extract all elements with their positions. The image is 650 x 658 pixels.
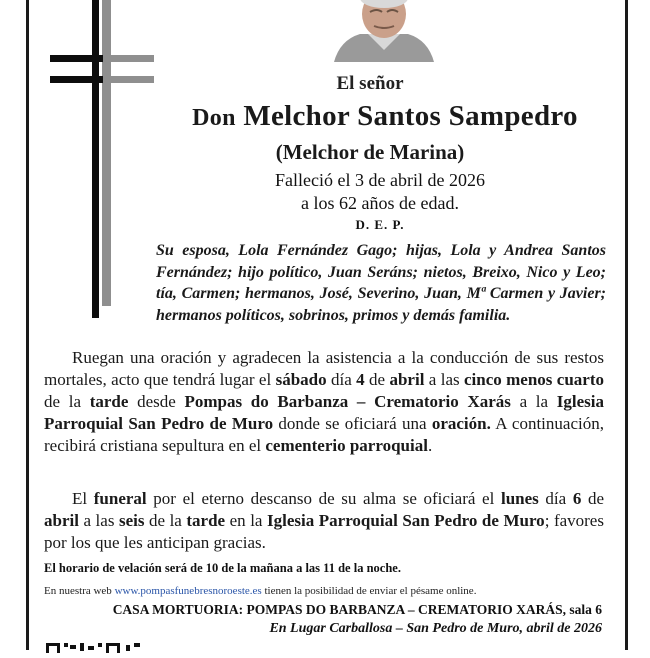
text-run: Ruegan una oración y agradecen la asistencia a la conducción de sus restos mortales, acto que tendrá lugar el bbox=[44, 348, 604, 389]
bold-run: sábado bbox=[275, 370, 327, 389]
text-run: tienen la posibilidad de enviar el pésame online. bbox=[261, 585, 477, 597]
text-run: por el eterno descanso de su alma se oficiará el bbox=[146, 489, 501, 508]
text-run: donde se oficiará una bbox=[273, 414, 432, 433]
bold-run: abril bbox=[44, 511, 79, 530]
web-condolence-note bbox=[44, 585, 604, 597]
bold-run: cementerio parroquial bbox=[265, 436, 428, 455]
deceased-photo bbox=[330, 0, 438, 62]
title-prefix: El señor bbox=[336, 73, 404, 94]
bold-run: 6 bbox=[572, 489, 582, 508]
text-run: de bbox=[581, 489, 604, 508]
text-run: En nuestra web bbox=[44, 585, 115, 597]
text-run: en la bbox=[225, 511, 268, 530]
rip-text: D. E. P. bbox=[355, 217, 405, 232]
bold-run: seis bbox=[118, 511, 145, 530]
cross-vertical-gray bbox=[102, 0, 111, 306]
vigil-hours-note: El horario de velación será de 10 de la mañana a las 11 de la noche. bbox=[44, 561, 401, 575]
text-run: a la bbox=[510, 392, 557, 411]
qr-code-icon bbox=[46, 640, 142, 650]
cross-horizontal-gray-bottom bbox=[103, 76, 154, 83]
text-run: a las bbox=[424, 370, 464, 389]
text-run: día bbox=[326, 370, 357, 389]
text-run: a las bbox=[78, 511, 119, 530]
bold-run: oración. bbox=[431, 414, 491, 433]
bold-run: funeral bbox=[93, 489, 147, 508]
text-run: de bbox=[364, 370, 390, 389]
bold-run: Iglesia Parroquial San Pedro de Muro bbox=[44, 392, 604, 433]
website-link[interactable]: www.pompasfunebresnoroeste.es bbox=[114, 585, 262, 597]
family-paragraph: Su esposa, Lola Fernández Gago; hijas, Lola y Andrea Santos Fernández; hijo político, Juan Seráns; nietos, Breixo, Nico y Leo; tía, Carmen; hermanos, José, Severino, Juan, Mª Carmen y Javier; hermanos políticos, sobrinos, primos y demás familia. bbox=[156, 242, 606, 324]
text-run: de la bbox=[44, 392, 90, 411]
right-border-line bbox=[625, 0, 628, 650]
mortuary-line: CASA MORTUORIA: POMPAS DO BARBANZA – CREMATORIO XARÁS, sala 6 bbox=[112, 602, 602, 617]
left-border-line bbox=[26, 0, 29, 650]
text-run: El bbox=[72, 489, 94, 508]
text-run: de la bbox=[144, 511, 187, 530]
bold-run: lunes bbox=[500, 489, 539, 508]
cross-horizontal-gray-top bbox=[103, 55, 154, 62]
death-age: a los 62 años de edad. bbox=[301, 193, 459, 213]
text-run: desde bbox=[128, 392, 185, 411]
bold-run: tarde bbox=[89, 392, 129, 411]
death-date: Falleció el 3 de abril de 2026 bbox=[275, 170, 485, 190]
full-name: Melchor Santos Sampedro bbox=[243, 100, 578, 132]
deceased-name bbox=[150, 100, 620, 133]
bold-run: abril bbox=[389, 370, 425, 389]
cross-horizontal-black-top bbox=[50, 55, 103, 62]
text-run: . bbox=[427, 436, 433, 455]
text-run: ; favores por los que les anticipan gracias. bbox=[44, 511, 604, 552]
bold-run: cinco menos cuarto bbox=[463, 370, 604, 389]
bold-run: Iglesia Parroquial San Pedro de Muro bbox=[267, 511, 545, 530]
funeral-paragraph bbox=[44, 488, 604, 554]
text-run: día bbox=[538, 489, 573, 508]
text-run: A continuación, recibirá cristiana sepultura en el bbox=[44, 414, 604, 455]
bold-run: 4 bbox=[356, 370, 365, 389]
bold-run: tarde bbox=[186, 511, 226, 530]
conduction-paragraph bbox=[44, 347, 604, 457]
place-date-line: En Lugar Carballosa – San Pedro de Muro, abril de 2026 bbox=[269, 621, 602, 636]
cross-horizontal-black-bottom bbox=[50, 76, 103, 83]
cross-vertical-black bbox=[92, 0, 99, 318]
honorific: Don bbox=[192, 105, 236, 131]
bold-run: Pompas do Barbanza – Crematorio Xarás bbox=[184, 392, 511, 411]
deceased-alias: (Melchor de Marina) bbox=[275, 140, 465, 164]
